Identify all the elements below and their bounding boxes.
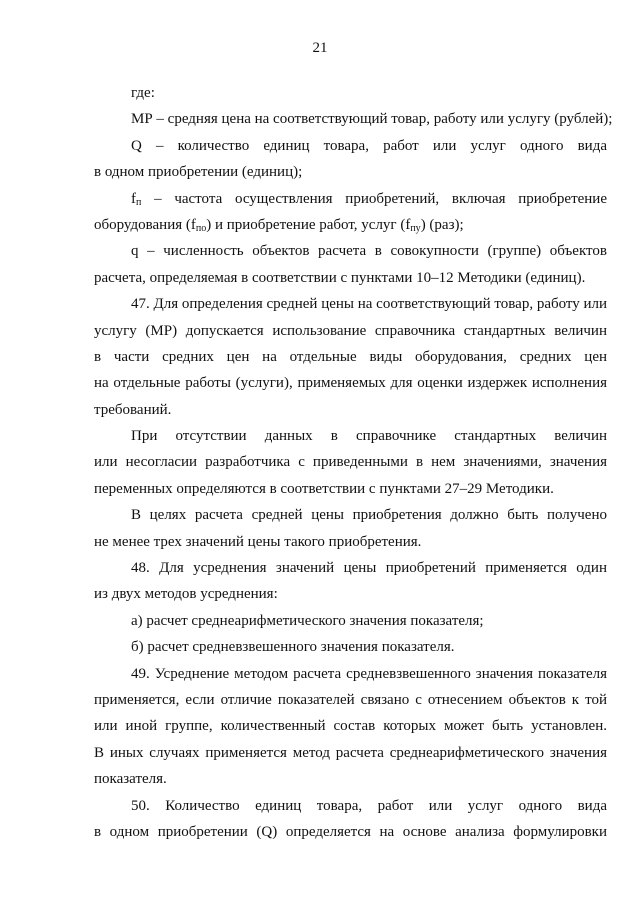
text-line: показателя. [94,771,167,788]
text-line: или иной группе, количественный состав которых может быть установлен. [94,718,607,735]
f-symbol: $f_п$ [131,190,142,208]
text-line: переменных определяются в соответствии с пунктами 27–29 Методики. [94,480,554,497]
text-line: на отдельные работы (услуги), применяемых для оценки издержек исполнения [94,375,607,392]
document-body [94,80,613,845]
text-line: в одном приобретении (Q) определяется на основе анализа формулировки [94,823,607,840]
text-line: не менее трех значений цены такого приобретения. [94,533,422,550]
text-line: б) расчет средневзвешенного значения показателя. [131,639,455,656]
text-line: В иных случаях применяется метод расчета среднеарифметического значения [94,744,607,761]
text-line: расчета, определяемая в соответствии с пунктами 10–12 Методики (единиц). [94,269,586,286]
f-equipment-text: оборудования $(f_{по})$ и приобретение работ, услуг $(f_{пу})$ (раз); [94,216,464,234]
text-line: 50. Количество единиц товара, работ или услуг одного вида [131,797,607,814]
f-definition: – частота осуществления приобретений, включая приобретение [141,190,607,207]
f-equipment-subscript: по [195,222,207,234]
f-services-subscript: пу [410,222,421,234]
text-line-f-details [94,212,607,238]
text-line: применяется, если отличие показателей связано с отнесением объектов к той [94,691,607,708]
text-line: в одном приобретении (единиц); [94,164,303,181]
page-number: 21 [312,40,328,56]
text-line: 49. Усреднение методом расчета средневзвешенного значения показателя [131,665,607,682]
text-line: а) расчет среднеарифметического значения показателя; [131,612,484,629]
text-line: q – численность объектов расчета в совокупности (группе) объектов [131,243,607,260]
text-line: требований. [94,401,172,418]
f-subscript: п [136,196,142,208]
text-line: 48. Для усреднения значений цены приобретений применяется один [131,560,607,577]
text-line: При отсутствии данных в справочнике стандартных величин [131,428,607,445]
text-line-f [94,186,607,212]
text-line: услугу (МР) допускается использование справочника стандартных величин [94,322,607,339]
text-line: в части средних цен на отдельные виды оборудования, средних цен [94,348,607,365]
text-line: 47. Для определения средней цены на соответствующий товар, работу или [131,296,608,313]
text-line: из двух методов усреднения: [94,586,278,603]
text-line: В целях расчета средней цены приобретения должно быть получено [131,507,607,524]
text-line: Q – количество единиц товара, работ или услуг одного вида [131,137,607,154]
text-line: или несогласии разработчика с приведенными в нем значениями, значения [94,454,607,471]
text-line: где: [131,85,155,101]
text-line: МР – средняя цена на соответствующий товар, работу или услугу (рублей); [131,111,613,128]
